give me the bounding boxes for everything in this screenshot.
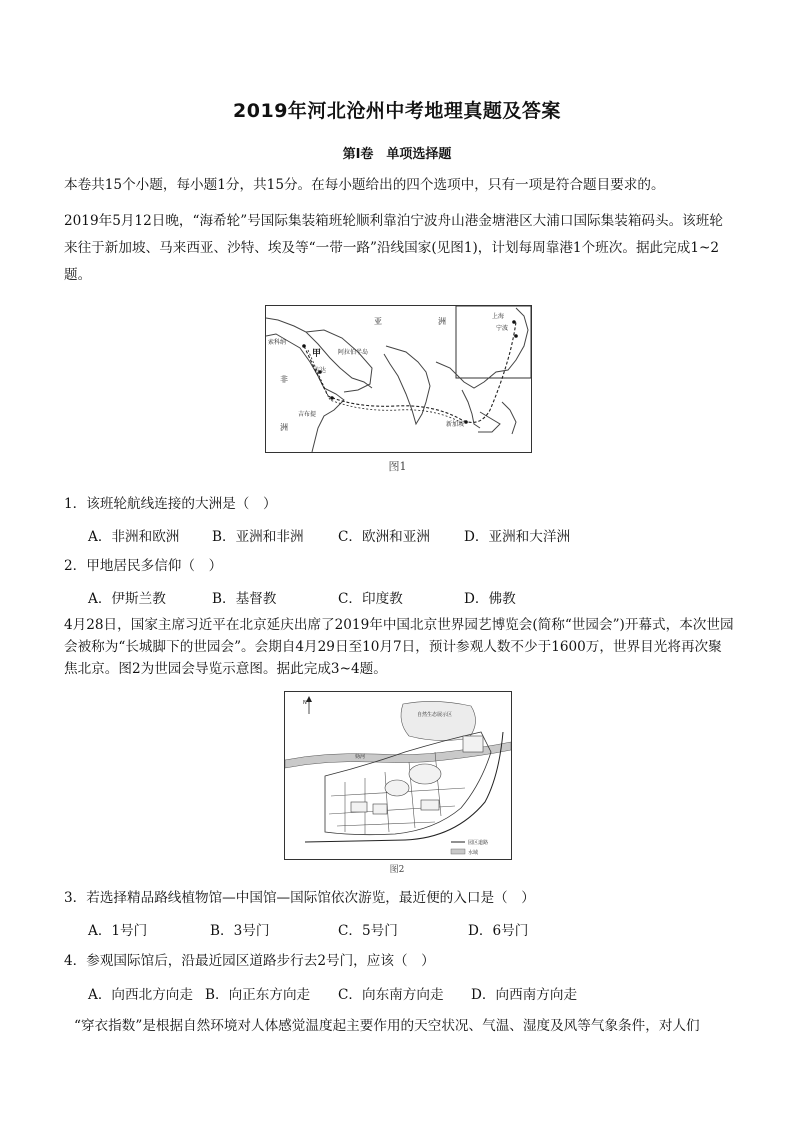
q1-option-b: B．亚洲和非洲 — [212, 529, 304, 545]
page-title: 2019年河北沧州中考地理真题及答案 — [233, 100, 561, 122]
q2-option-c: C．印度教 — [338, 591, 403, 607]
q3-option-c: C．5号门 — [338, 923, 398, 939]
route-map-svg — [266, 306, 531, 452]
river-label: 妫河 — [355, 754, 366, 760]
passage-2: 4月28日，国家主席习近平在北京延庆出席了2019年中国北京世界园艺博览会(简称“世园会”)开幕式，本次世园会被称为“长城脚下的世园会”。会期自4月29日至10月7日，预计参观人数不少于1600万，世界目光将再次聚焦北京。图2为世园会导览示意图。据此完成3~4题。 — [64, 617, 734, 677]
zone-label: 自然生态展示区 — [417, 712, 453, 718]
label-asia-2: 洲 — [438, 317, 446, 326]
q3-option-a: A．1号门 — [88, 923, 148, 939]
q3-option-b: B．3号门 — [210, 923, 270, 939]
label-singapore: 新加坡 — [446, 421, 465, 428]
passage-1: 2019年5月12日晚，“海希轮”号国际集装箱班轮顺利靠泊宁波舟山港金塘港区大浦口国际集装箱码头。该班轮来往于新加坡、马来西亚、沙特、埃及等“一带一路”沿线国家(见图1)，计划每周靠港1个班次。据此完成1~2题。 — [64, 213, 723, 283]
q4-option-d: D．向西南方向走 — [471, 987, 578, 1003]
label-jia: 甲 — [312, 349, 322, 359]
q4-option-b: B．向正东方向走 — [205, 987, 311, 1003]
figure-1-map — [265, 305, 532, 453]
q3-option-d: D．6号门 — [468, 923, 529, 939]
label-africa-1: 非 — [280, 375, 288, 384]
q2-option-b: B．基督教 — [212, 591, 277, 607]
label-asia-1: 亚 — [374, 317, 382, 326]
label-africa-2: 洲 — [280, 423, 288, 432]
q2-option-a: A．伊斯兰教 — [88, 591, 166, 607]
passage-3: “穿衣指数”是根据自然环境对人体感觉温度起主要作用的天空状况、气温、湿度及风等气象条件，对人们 — [74, 1018, 700, 1034]
label-shanghai: 上海 — [492, 313, 505, 320]
figure-1-caption: 图1 — [388, 460, 407, 473]
q1-option-d: D．亚洲和大洋洲 — [464, 529, 571, 545]
section-heading: 第Ⅰ卷 单项选择题 — [342, 147, 452, 162]
legend-road: 园区道路 — [468, 840, 489, 846]
question-4-stem: 4．参观国际馆后，沿最近园区道路步行去2号门，应该（ ） — [64, 953, 435, 969]
q1-option-c: C．欧洲和亚洲 — [338, 529, 430, 545]
q4-option-a: A．向西北方向走 — [88, 987, 193, 1003]
q4-option-c: C．向东南方向走 — [338, 987, 444, 1003]
figure-2-caption: 图2 — [389, 865, 405, 875]
q2-option-d: D．佛教 — [464, 591, 516, 607]
instructions-text: 本卷共15个小题，每小题1分，共15分。在每小题给出的四个选项中，只有一项是符合题目要求的。 — [64, 177, 665, 193]
legend-water-symbol — [451, 849, 465, 854]
label-arabia: 阿拉伯半岛 — [338, 349, 369, 356]
question-1-stem: 1．该班轮航线连接的大洲是（ ） — [64, 496, 277, 512]
question-3-stem: 3．若选择精品路线植物馆—中国馆—国际馆依次游览，最近便的入口是（ ） — [64, 890, 535, 906]
label-djibouti: 吉布提 — [298, 411, 317, 418]
figure-2-map — [284, 691, 512, 860]
label-ningbo: 宁波 — [496, 325, 509, 332]
label-suez: 索科纳 — [268, 339, 287, 346]
question-2-stem: 2．甲地居民多信仰（ ） — [64, 558, 223, 574]
label-jeddah: 吉达 — [314, 367, 327, 374]
north-label: N — [303, 700, 307, 706]
legend-water: 水域 — [468, 850, 479, 856]
q1-option-a: A．非洲和欧洲 — [88, 529, 180, 545]
expo-map-svg — [285, 692, 511, 859]
